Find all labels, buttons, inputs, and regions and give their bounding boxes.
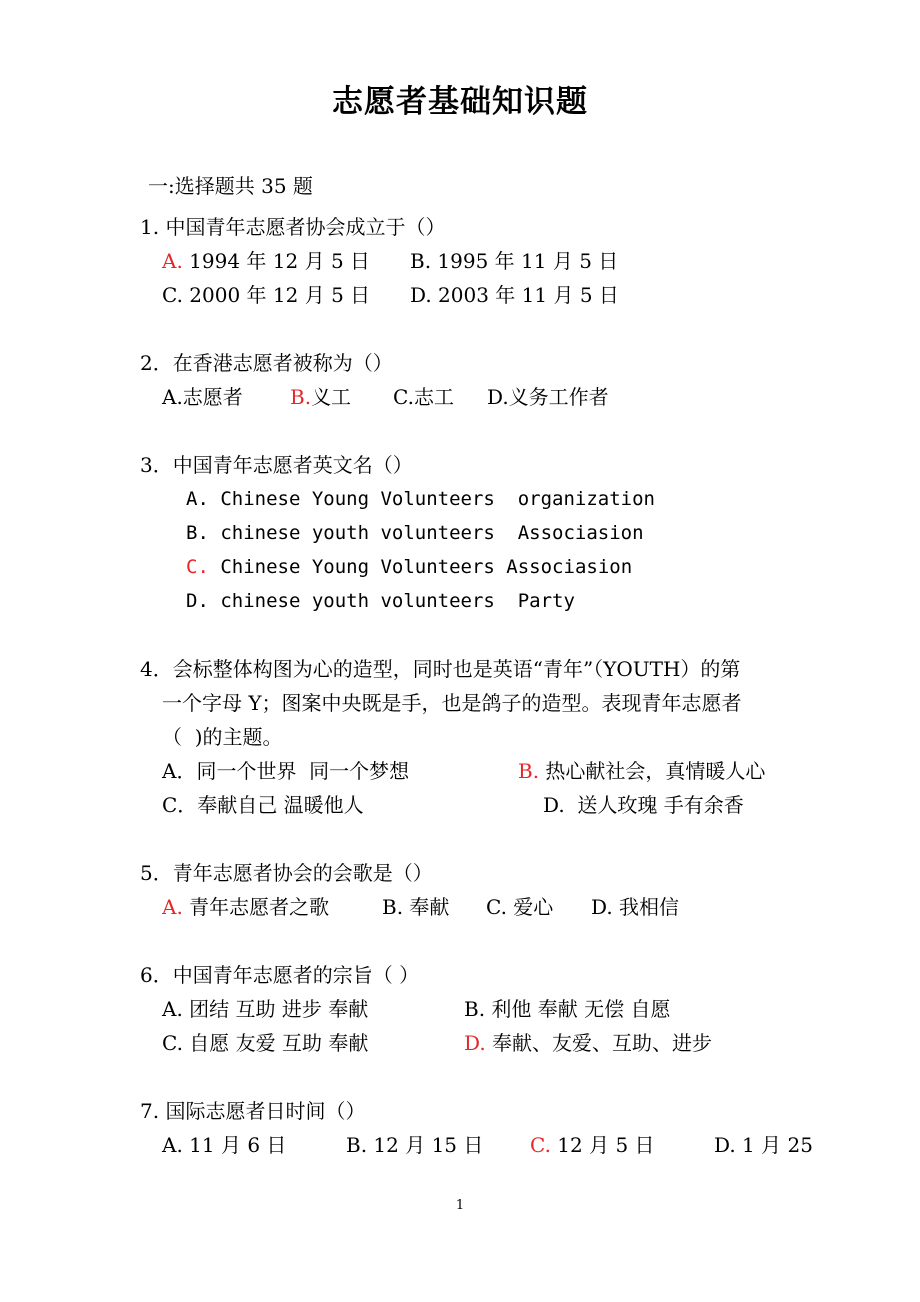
question-6-stem: 6．中国青年志愿者的宗旨（ ） <box>140 963 420 987</box>
question-5-option-a <box>162 894 329 920</box>
option-text: 12 月 5 日 <box>550 1133 655 1157</box>
question-3-stem: 3．中国青年志愿者英文名（） <box>140 453 413 477</box>
answer-marker: A. <box>162 249 183 273</box>
option-text: 义工 <box>311 385 352 409</box>
question-1-option-d: D. 2003 年 11 月 5 日 <box>410 283 619 307</box>
question-7-option-c <box>530 1132 655 1158</box>
question-1-stem: 1. 中国青年志愿者协会成立于（） <box>140 215 446 239</box>
question-7-stem: 7. 国际志愿者日时间（） <box>140 1099 366 1123</box>
question-2-option-a: A.志愿者 <box>162 385 243 409</box>
question-5-option-c: C. 爱心 <box>486 895 554 919</box>
question-3-option-b: B. chinese youth volunteers Associasion <box>186 522 644 544</box>
question-7-option-a: A. 11 月 6 日 <box>162 1133 287 1157</box>
option-text: 青年志愿者之歌 <box>182 895 330 919</box>
answer-marker: D. <box>464 1031 486 1055</box>
question-5-option-d: D. 我相信 <box>591 895 680 919</box>
section-heading: 一:选择题共 35 题 <box>148 174 313 198</box>
option-text: 奉献、友爱、互助、进步 <box>485 1031 713 1055</box>
option-text: 1994 年 12 月 5 日 <box>182 249 371 273</box>
question-6-option-a: A. 团结 互助 进步 奉献 <box>162 997 369 1021</box>
question-4-option-a: A．同一个世界 同一个梦想 <box>162 759 410 783</box>
question-4-option-b <box>518 758 765 784</box>
question-1-option-c: C. 2000 年 12 月 5 日 <box>162 283 371 307</box>
question-1-option-a <box>162 248 370 274</box>
answer-marker: B. <box>518 759 540 783</box>
question-6-option-d <box>464 1030 712 1056</box>
answer-marker: A. <box>162 895 183 919</box>
page-title: 志愿者基础知识题 <box>332 84 588 120</box>
answer-marker: C. <box>530 1133 551 1157</box>
question-1-option-b: B. 1995 年 11 月 5 日 <box>410 249 619 273</box>
answer-marker: B. <box>290 385 312 409</box>
question-3-option-d: D. chinese youth volunteers Party <box>186 590 575 612</box>
question-2-option-b <box>290 384 351 410</box>
page-number: 1 <box>455 1198 465 1213</box>
question-6-option-b: B. 利他 奉献 无偿 自愿 <box>464 997 671 1021</box>
question-4-option-d: D. 送人玫瑰 手有余香 <box>543 793 744 817</box>
question-2-option-c: C.志工 <box>393 385 454 409</box>
question-4-option-c: C．奉献自己 温暖他人 <box>162 793 364 817</box>
question-4-stem-line-3: （ )的主题。 <box>162 725 283 749</box>
option-text: 热心献社会，真情暖人心 <box>539 759 766 783</box>
question-3-option-c <box>186 554 632 580</box>
question-2-stem: 2．在香港志愿者被称为（） <box>140 351 393 375</box>
question-4-stem-line-2: 一个字母 Y；图案中央既是手，也是鸽子的造型。表现青年志愿者 <box>162 691 742 715</box>
option-text: Chinese Young Volunteers Associasion <box>208 556 633 578</box>
question-5-stem: 5．青年志愿者协会的会歌是（） <box>140 861 433 885</box>
question-7-option-d: D. 1 月 25 <box>714 1133 813 1157</box>
answer-marker: C. <box>186 556 209 578</box>
question-2-option-d: D.义务工作者 <box>487 385 609 409</box>
question-6-option-c: C. 自愿 友爱 互助 奉献 <box>162 1031 369 1055</box>
question-7-option-b: B. 12 月 15 日 <box>346 1133 484 1157</box>
question-4-stem-line-1: 4．会标整体构图为心的造型，同时也是英语“青年”（YOUTH）的第 <box>140 657 741 681</box>
question-3-option-a: A. Chinese Young Volunteers organization <box>186 488 655 510</box>
question-5-option-b: B. 奉献 <box>382 895 450 919</box>
